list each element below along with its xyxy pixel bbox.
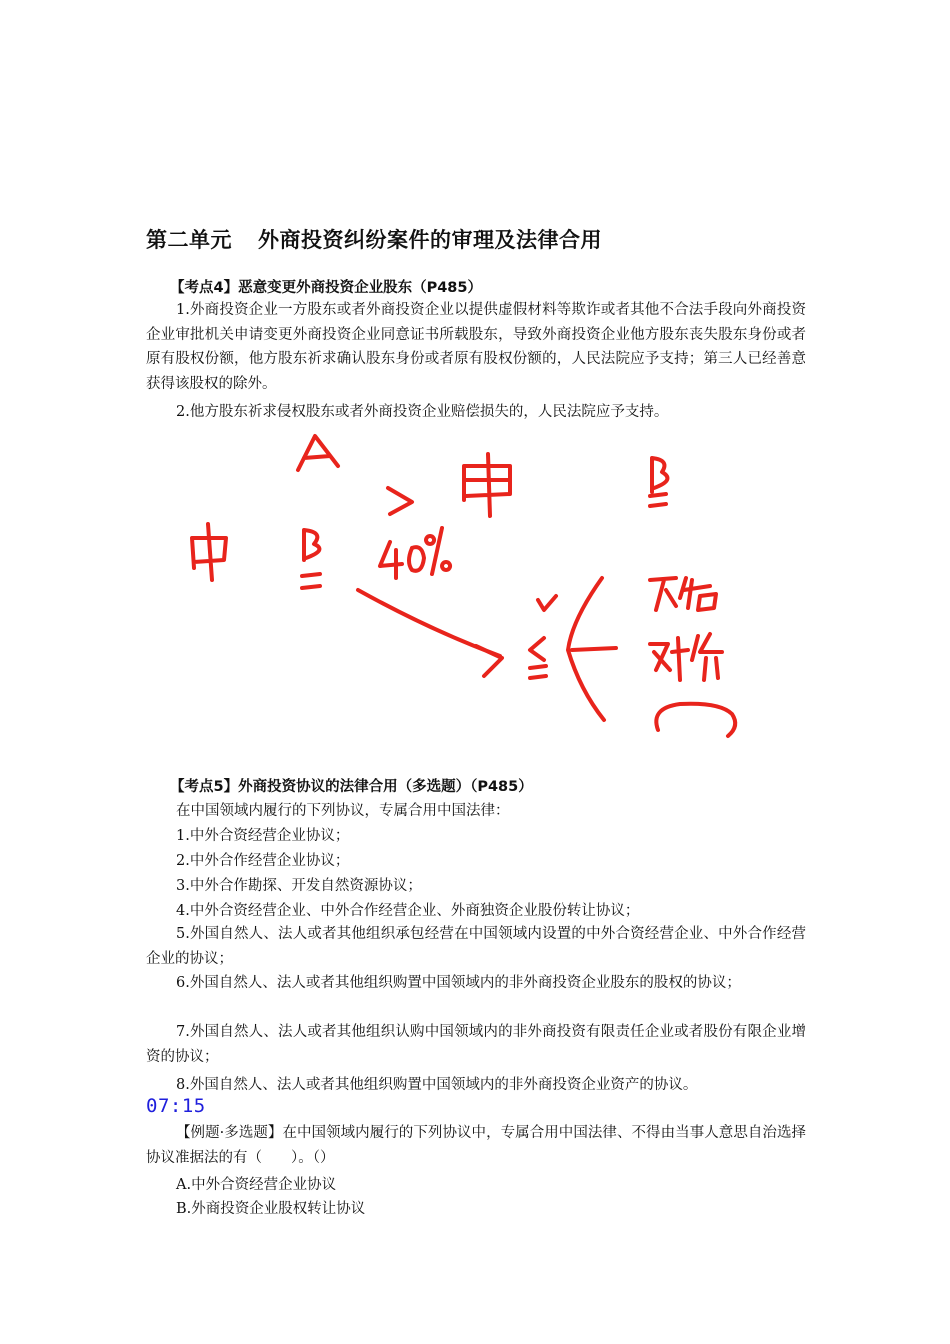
point5-item-6: 6.外国自然人、法人或者其他组织购置中国领域内的非外商投资企业股东的股权的协议；: [176, 975, 741, 991]
example-option-a: A.中外合资经营企业协议: [176, 1177, 337, 1193]
point5-intro: 在中国领域内履行的下列协议，专属合用中国法律：: [176, 803, 510, 819]
sketch-mark-less-equal: [530, 638, 546, 678]
point4-item-1: 1.外商投资企业一方股东或者外商投资企业以提供虚假材料等欺诈或者其他不合法手段向外商投资企业审批机关申请变更外商投资企业同意证书所载股东，导致外商投资企业他方股东丧失股东身份或者原有股权份额，他方股东祈求确认股东身份或者原有股权份额的，人民法院应予支持；第三人已经善意获得该股权的除外。: [146, 302, 806, 392]
sketch-bracket: [568, 578, 616, 720]
sketch-arrow: [358, 590, 502, 676]
sketch-mark-v: [538, 596, 556, 610]
unit-title-number: 第二单元: [146, 228, 232, 252]
sketch-mark-b-right: [652, 458, 667, 492]
unit-title: [146, 224, 602, 254]
example-option-b: B.外商投资企业股权转让协议: [176, 1201, 366, 1217]
unit-title-text: 外商投资纠纷案件的审理及法律合用: [258, 228, 602, 252]
point5-item-2: 2.中外合作经营企业协议；: [176, 853, 350, 869]
point5-heading: 【考点5】外商投资协议的法律合用（多选题）（P485）: [170, 779, 533, 795]
sketch-mark-greater-than: [388, 488, 412, 514]
point4-item-2: 2.他方股东祈求侵权股东或者外商投资企业赔偿损失的，人民法院应予支持。: [176, 404, 669, 420]
example-question: 【例题·多选题】在中国领域内履行的下列协议中，专属合用中国法律、不得由当事人意思自治选择协议准据法的有（ ）。（）: [146, 1125, 806, 1166]
sketch-mark-jia: [464, 454, 510, 516]
handwritten-sketch: [180, 430, 760, 750]
point5-item-1: 1.中外合资经营企业协议；: [176, 828, 350, 844]
sketch-mark-b-middle: [304, 530, 319, 560]
sketch-mark-duijia: [650, 634, 722, 680]
point5-item-3: 3.中外合作勘探、开发自然资源协议；: [176, 878, 422, 894]
point5-item-4: 4.中外合资经营企业、中外合作经营企业、外商独资企业股份转让协议；: [176, 903, 640, 919]
sketch-mark-40-percent: [380, 528, 450, 578]
sketch-mark-zhong: [192, 524, 226, 580]
point5-item-7: 7.外国自然人、法人或者其他组织认购中国领域内的非外商投资有限责任企业或者股份有限企业增资的协议；: [146, 1024, 806, 1065]
sketch-underline: [656, 704, 735, 736]
point4-heading: 【考点4】恶意变更外商投资企业股东（P485）: [170, 280, 482, 296]
point5-item-5: 5.外国自然人、法人或者其他组织承包经营在中国领域内设置的中外合资经营企业、中外合作经营企业的协议；: [146, 926, 806, 967]
point5-item-8: 8.外国自然人、法人或者其他组织购置中国领域内的非外商投资企业资产的协议。: [176, 1077, 698, 1093]
sketch-mark-equal-middle: [302, 574, 320, 588]
sketch-mark-a: [298, 436, 338, 470]
sketch-mark-buzhi: [650, 578, 716, 610]
sketch-mark-equal-right: [650, 494, 666, 506]
video-timestamp: 07:15: [146, 1095, 206, 1117]
